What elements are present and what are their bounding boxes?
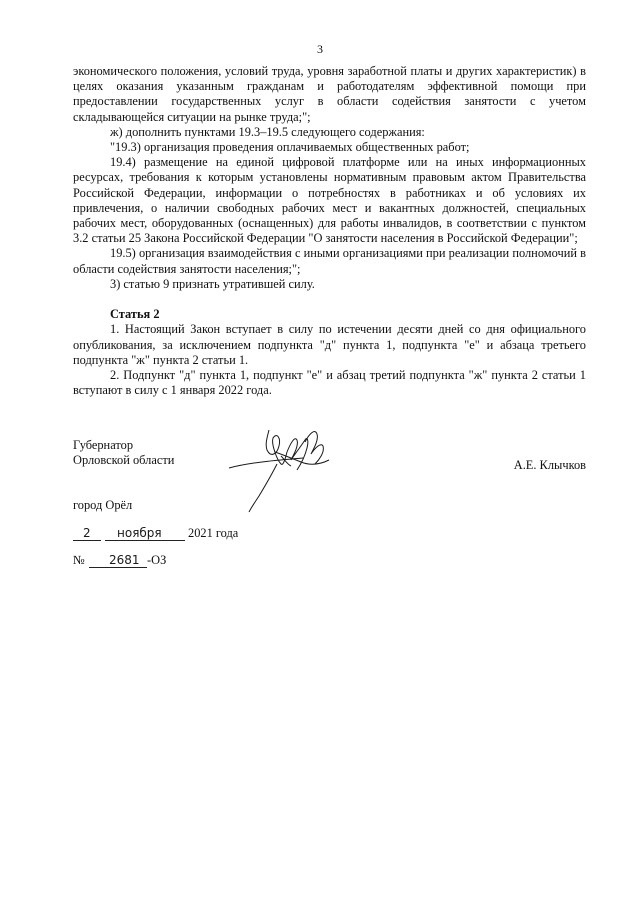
governor-title-line-2: Орловской области <box>73 453 175 468</box>
governor-title-line-1: Губернатор <box>73 438 134 452</box>
governor-title <box>73 438 174 468</box>
article-paragraph-2: 2. Подпункт "д" пункта 1, подпункт "е" и абзац третий подпункта "ж" пункта 2 статьи 1 вступают в силу с 1 января 2022 года. <box>73 368 586 398</box>
city: город Орёл <box>73 498 133 512</box>
paragraph-item-19-4: 19.4) размещение на единой цифровой платформе или на иных информационных ресурсах, требования к которым установлены нормативным правовым актом Правительства Российской Федерации, информации о потребностях в работниках и об условиях их привлечения, о наличии свободных рабочих мест и вакантных должностей, специальных рабочих мест, оборудованных (оснащенных) для работы инвалидов, в соответствии с пунктом 3.2 статьи 25 Закона Российской Федерации "О занятости населения в Российской Федерации"; <box>73 155 586 246</box>
governor-name: А.Е. Клычков <box>513 458 586 472</box>
paragraph-continuation: экономического положения, условий труда, уровня заработной платы и других характеристик) в целях оказания указанным гражданам и работодателям эффективной помощи при предоставлении государственных услуг в области содействия занятости с учетом складывающейся ситуации на рынке труда;"; <box>73 64 586 124</box>
date-year: 2021 года <box>188 526 239 540</box>
paragraph-item-19-5: 19.5) организация взаимодействия с иными организациями при реализации полномочий в области содействия занятости населения;"; <box>73 246 586 276</box>
document-body <box>73 64 586 398</box>
article-paragraph-1: 1. Настоящий Закон вступает в силу по истечении десяти дней со дня официального опубликования, за исключением подпункта "д" пункта 1, подпункта "е" и абзаца третьего подпункта "ж" пункта 2 статьи 1. <box>73 322 586 367</box>
paragraph-item-19-3: "19.3) организация проведения оплачиваемых общественных работ; <box>110 140 470 155</box>
spacer <box>73 292 586 307</box>
handwritten-signature <box>221 424 351 514</box>
date-month: ноября <box>117 526 162 540</box>
article-title: Статья 2 <box>110 307 160 322</box>
document-number-line <box>73 553 313 573</box>
number-suffix: -ОЗ <box>147 553 167 567</box>
date-day: 2 <box>83 526 91 540</box>
page-number: 3 <box>317 42 323 56</box>
date-line <box>73 526 313 546</box>
paragraph-item-3: 3) статью 9 признать утратившей силу. <box>110 276 315 291</box>
number-prefix: № <box>73 553 85 567</box>
number-value: 2681 <box>109 553 140 567</box>
paragraph-item-zh: ж) дополнить пунктами 19.3–19.5 следующего содержания: <box>110 124 425 139</box>
